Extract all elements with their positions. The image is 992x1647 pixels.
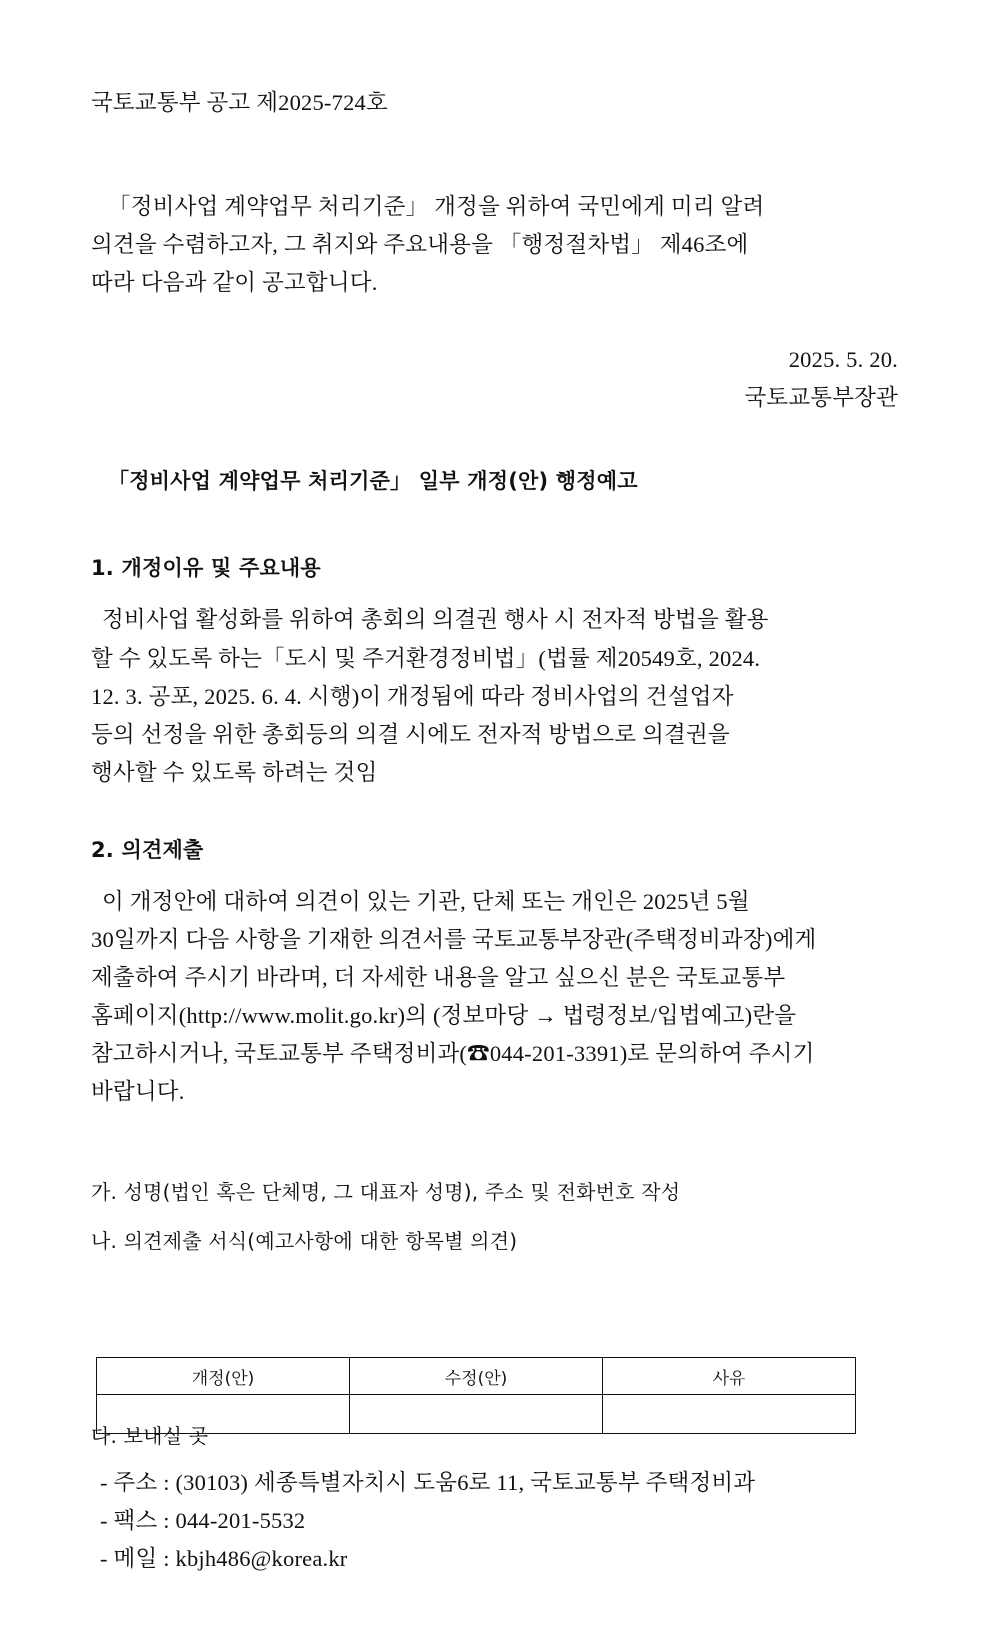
header-modification-draft: 수정(안)	[350, 1358, 603, 1395]
section2-heading: 2. 의견제출	[91, 838, 204, 862]
section1-line-3: 12. 3. 공포, 2025. 6. 4. 시행)이 개정됨에 따라 정비사업의 건설업자	[91, 684, 734, 709]
notice-number: 국토교통부 공고 제2025-724호	[91, 90, 388, 115]
contact-fax: - 팩스 : 044-201-5532	[100, 1508, 306, 1533]
item-da: 다. 보내실 곳	[91, 1424, 209, 1448]
section2-line-5: 참고하시거나, 국토교통부 주택정비과(☎044-201-3391)로 문의하여 주시기	[91, 1041, 815, 1066]
header-revision-draft: 개정(안)	[97, 1358, 350, 1395]
table-row	[97, 1395, 856, 1434]
opinion-form-table	[96, 1357, 856, 1434]
section2-line-1: 이 개정안에 대하여 의견이 있는 기관, 단체 또는 개인은 2025년 5월	[102, 889, 750, 914]
intro-line-3: 따라 다음과 같이 공고합니다.	[91, 270, 378, 295]
contact-email: - 메일 : kbjh486@korea.kr	[100, 1546, 348, 1571]
cell-modification-draft	[350, 1395, 603, 1434]
intro-line-1: 「정비사업 계약업무 처리기준」 개정을 위하여 국민에게 미리 알려	[108, 194, 765, 219]
section2-line-3: 제출하여 주시기 바라며, 더 자세한 내용을 알고 싶으신 분은 국토교통부	[91, 965, 786, 990]
item-na: 나. 의견제출 서식(예고사항에 대한 항목별 의견)	[91, 1229, 518, 1253]
section1-line-1: 정비사업 활성화를 위하여 총회의 의결권 행사 시 전자적 방법을 활용	[102, 607, 769, 632]
section1-heading: 1. 개정이유 및 주요내용	[91, 556, 321, 580]
notice-date: 2025. 5. 20.	[788, 347, 898, 372]
section2-line-4: 홈페이지(http://www.molit.go.kr)의 (정보마당 → 법령정보/입법예고)란을	[91, 1003, 797, 1028]
contact-address: - 주소 : (30103) 세종특별자치시 도움6로 11, 국토교통부 주택정비과	[100, 1470, 756, 1495]
item-ga: 가. 성명(법인 혹은 단체명, 그 대표자 성명), 주소 및 전화번호 작성	[91, 1180, 681, 1204]
section1-line-2: 할 수 있도록 하는「도시 및 주거환경정비법」(법률 제20549호, 2024.	[91, 646, 761, 671]
header-reason: 사유	[603, 1358, 856, 1395]
section2-line-6: 바랍니다.	[91, 1079, 185, 1104]
issuer: 국토교통부장관	[744, 385, 898, 410]
section1-line-5: 행사할 수 있도록 하려는 것임	[91, 760, 378, 785]
section2-line-2: 30일까지 다음 사항을 기재한 의견서를 국토교통부장관(주택정비과장)에게	[91, 927, 817, 952]
document-title: 「정비사업 계약업무 처리기준」 일부 개정(안) 행정예고	[108, 469, 638, 493]
cell-reason	[603, 1395, 856, 1434]
table-header-row	[97, 1358, 856, 1395]
intro-line-2: 의견을 수렴하고자, 그 취지와 주요내용을 「행정절차법」 제46조에	[91, 232, 749, 257]
section1-line-4: 등의 선정을 위한 총회등의 의결 시에도 전자적 방법으로 의결권을	[91, 722, 730, 747]
